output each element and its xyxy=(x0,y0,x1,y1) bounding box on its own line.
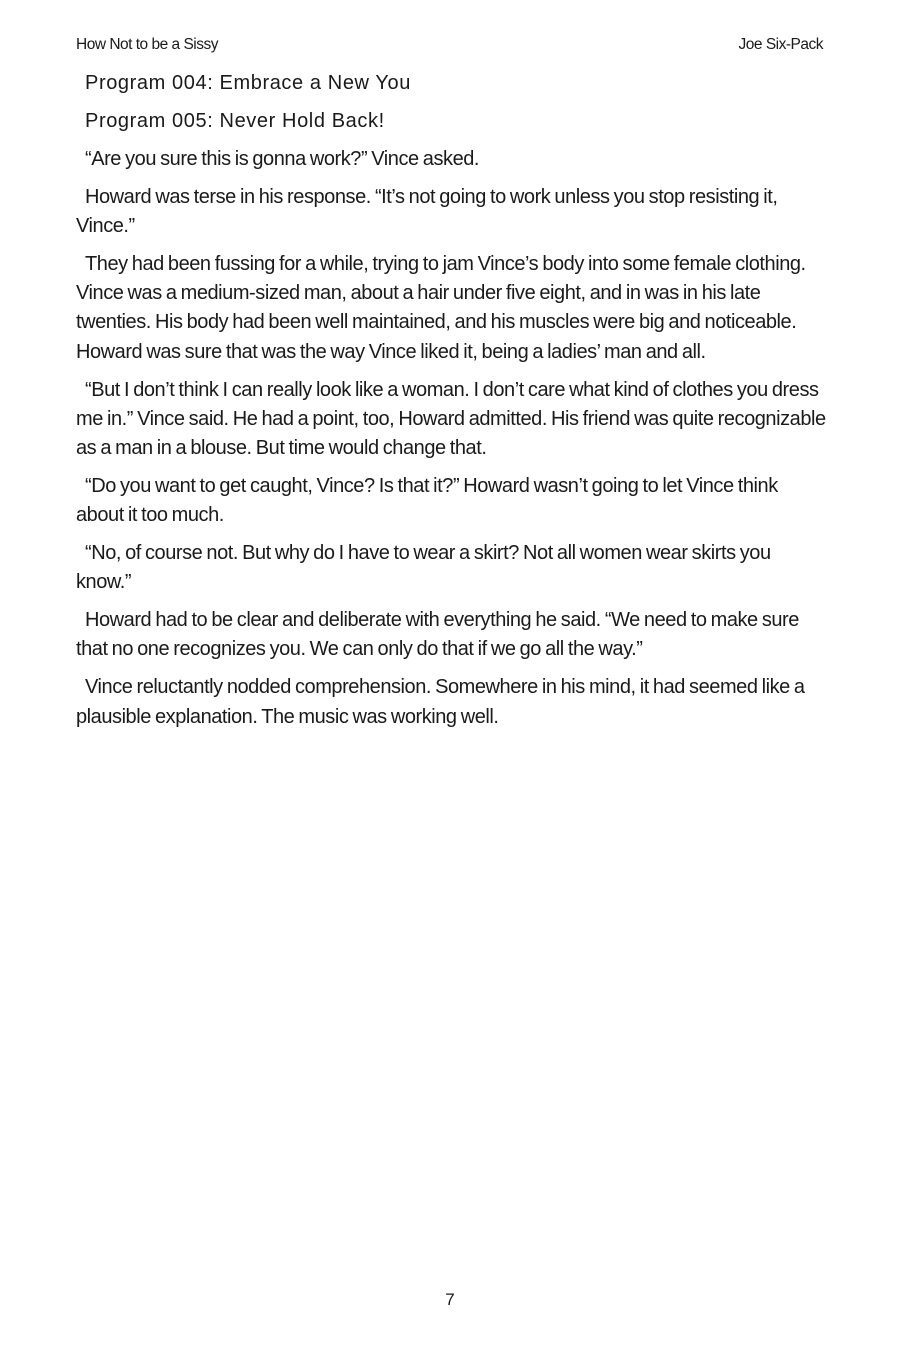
paragraph: Howard had to be clear and deliberate with everything he said. “We need to make sure that no one recognizes you. We can only do that if we go all the way.” xyxy=(76,609,799,661)
paragraph: Vince reluctantly nodded comprehension. Somewhere in his mind, it had seemed like a plausible explanation. The music was working well. xyxy=(76,676,805,728)
page-number: 7 xyxy=(445,1290,455,1309)
paragraph: Howard was terse in his response. “It’s not going to work unless you stop resisting it, Vince.” xyxy=(76,185,778,238)
paragraph: “No, of course not. But why do I have to wear a skirt? Not all women wear skirts you know.” xyxy=(76,542,771,594)
program-heading: Program 005: Never Hold Back! xyxy=(85,110,385,132)
paragraph: “Do you want to get caught, Vince? Is that it?” Howard wasn’t going to let Vince think about it too much. xyxy=(76,474,778,527)
paragraph: They had been fussing for a while, trying to jam Vince’s body into some female clothing. Vince was a medium-sized man, about a hair under five eight, and in was in his late twenties. His body had been well maintained, and his muscles were big and noticeable. Howard was sure that was the way Vince liked it, being a ladies’ man and all. xyxy=(76,252,806,363)
paragraph: “Are you sure this is gonna work?” Vince asked. xyxy=(85,148,480,170)
running-header xyxy=(76,36,823,56)
paragraph: “But I don’t think I can really look like a woman. I don’t care what kind of clothes you dress me in.” Vince said. He had a point, too, Howard admitted. His friend was quite recognizable as a man in a blouse. But time would change that. xyxy=(76,378,826,460)
author-name: Joe Six-Pack xyxy=(738,36,823,53)
body-text xyxy=(76,69,828,740)
program-heading: Program 004: Embrace a New You xyxy=(85,72,411,94)
book-title: How Not to be a Sissy xyxy=(76,36,218,53)
